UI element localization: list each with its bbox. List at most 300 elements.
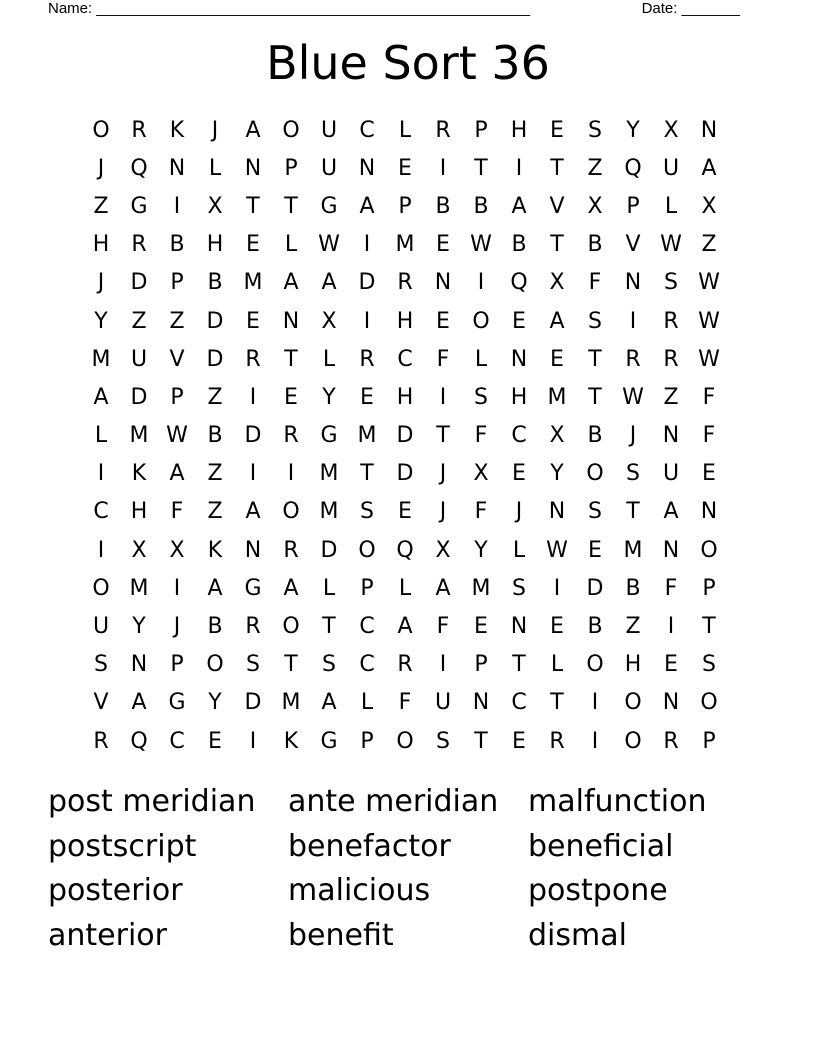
- grid-letter: N: [510, 614, 528, 640]
- grid-letter: E: [398, 499, 412, 525]
- grid-letter: M: [243, 270, 263, 296]
- page-title: Blue Sort 36: [266, 36, 550, 90]
- grid-letter: T: [474, 155, 488, 181]
- grid-letter: F: [398, 690, 412, 716]
- grid-letter: D: [130, 270, 148, 296]
- grid-letter: D: [320, 537, 338, 563]
- grid-letter: E: [512, 461, 526, 487]
- grid-letter: N: [510, 346, 528, 372]
- grid-letter: K: [169, 117, 185, 143]
- word-list-item: anterior: [48, 918, 167, 954]
- grid-letter: L: [208, 155, 222, 181]
- grid-letter: L: [512, 537, 526, 563]
- grid-letter: E: [702, 461, 716, 487]
- grid-letter: N: [662, 690, 680, 716]
- grid-letter: W: [546, 537, 568, 563]
- grid-letter: I: [97, 537, 105, 563]
- word-list-item: malicious: [288, 873, 431, 909]
- grid-letter: S: [94, 652, 108, 678]
- grid-letter: R: [359, 346, 375, 372]
- grid-letter: N: [244, 537, 262, 563]
- grid-letter: N: [700, 499, 718, 525]
- grid-letter: F: [702, 384, 716, 410]
- grid-letter: O: [472, 308, 490, 334]
- grid-letter: A: [549, 308, 565, 334]
- grid-letter: I: [97, 461, 105, 487]
- grid-letter: U: [130, 346, 148, 372]
- grid-letter: R: [435, 117, 451, 143]
- grid-letter: X: [473, 461, 489, 487]
- worksheet-header: [48, 0, 740, 20]
- grid-letter: O: [358, 537, 376, 563]
- grid-letter: E: [550, 614, 564, 640]
- grid-letter: F: [474, 499, 488, 525]
- grid-letter: G: [320, 193, 338, 219]
- grid-letter: J: [629, 423, 637, 449]
- grid-letter: D: [244, 423, 262, 449]
- grid-letter: F: [702, 423, 716, 449]
- grid-letter: M: [129, 575, 149, 601]
- grid-letter: K: [207, 537, 223, 563]
- grid-letter: C: [359, 117, 375, 143]
- word-list: [48, 780, 768, 959]
- grid-letter: B: [207, 423, 223, 449]
- grid-letter: R: [283, 537, 299, 563]
- grid-letter: S: [588, 499, 602, 525]
- grid-letter: N: [244, 155, 262, 181]
- grid-letter: A: [321, 690, 337, 716]
- grid-letter: F: [474, 423, 488, 449]
- grid-letter: M: [623, 537, 643, 563]
- grid-letter: C: [93, 499, 109, 525]
- grid-letter: W: [698, 308, 720, 334]
- grid-letter: C: [169, 728, 185, 754]
- grid-letter: H: [206, 232, 224, 258]
- grid-letter: D: [206, 346, 224, 372]
- grid-letter: N: [662, 423, 680, 449]
- grid-letter: T: [588, 384, 602, 410]
- grid-letter: T: [702, 614, 716, 640]
- grid-letter: B: [587, 232, 603, 258]
- grid-letter: Z: [207, 499, 223, 525]
- grid-letter: T: [550, 232, 564, 258]
- grid-letter: T: [626, 499, 640, 525]
- grid-letter: F: [664, 575, 678, 601]
- grid-letter: R: [663, 308, 679, 334]
- grid-letter: Y: [550, 461, 564, 487]
- grid-letter: Y: [322, 384, 336, 410]
- grid-letter: I: [249, 384, 257, 410]
- word-list-item: ante meridian: [288, 784, 499, 819]
- grid-letter: P: [170, 270, 184, 296]
- grid-letter: Z: [625, 614, 641, 640]
- grid-letter: J: [97, 155, 105, 181]
- grid-letter: X: [587, 193, 603, 219]
- grid-letter: I: [287, 461, 295, 487]
- grid-letter: X: [169, 537, 185, 563]
- grid-letter: P: [626, 193, 640, 219]
- grid-letter: I: [439, 652, 447, 678]
- grid-letter: H: [510, 117, 528, 143]
- grid-letter: C: [359, 652, 375, 678]
- grid-letter: S: [360, 499, 374, 525]
- grid-letter: L: [284, 232, 298, 258]
- grid-letter: O: [700, 690, 718, 716]
- grid-letter: S: [588, 308, 602, 334]
- grid-letter: T: [550, 690, 564, 716]
- grid-letter: L: [322, 575, 336, 601]
- grid-letter: S: [588, 117, 602, 143]
- grid-letter: L: [550, 652, 564, 678]
- grid-letter: W: [166, 423, 188, 449]
- grid-letter: L: [360, 690, 374, 716]
- grid-letter: R: [131, 232, 147, 258]
- grid-letter: P: [170, 384, 184, 410]
- grid-letter: O: [396, 728, 414, 754]
- grid-letter: I: [249, 461, 257, 487]
- grid-letter: N: [168, 155, 186, 181]
- grid-letter: R: [245, 614, 261, 640]
- grid-letter: X: [131, 537, 147, 563]
- grid-letter: A: [397, 614, 413, 640]
- grid-letter: F: [436, 346, 450, 372]
- grid-letter: O: [282, 499, 300, 525]
- grid-letter: J: [439, 461, 447, 487]
- grid-letter: A: [435, 575, 451, 601]
- grid-letter: O: [282, 117, 300, 143]
- grid-letter: E: [664, 652, 678, 678]
- grid-letter: N: [472, 690, 490, 716]
- word-list-item: posterior: [48, 873, 183, 909]
- grid-letter: T: [512, 652, 526, 678]
- grid-letter: P: [360, 575, 374, 601]
- word-list-item: beneficial: [528, 828, 674, 864]
- grid-letter: D: [586, 575, 604, 601]
- grid-letter: C: [511, 690, 527, 716]
- grid-letter: S: [512, 575, 526, 601]
- grid-letter: L: [398, 117, 412, 143]
- grid-letter: F: [170, 499, 184, 525]
- grid-letter: N: [624, 270, 642, 296]
- grid-letter: A: [245, 499, 261, 525]
- grid-letter: R: [283, 423, 299, 449]
- grid-letter: G: [130, 193, 148, 219]
- grid-letter: E: [284, 384, 298, 410]
- grid-letter: A: [131, 690, 147, 716]
- name-field-label: Name: ____________________________________________________: [48, 0, 531, 17]
- grid-letter: A: [511, 193, 527, 219]
- grid-letter: D: [244, 690, 262, 716]
- grid-letter: Q: [624, 155, 642, 181]
- grid-letter: D: [358, 270, 376, 296]
- grid-letter: N: [700, 117, 718, 143]
- grid-letter: P: [474, 652, 488, 678]
- grid-letter: T: [360, 461, 374, 487]
- grid-letter: A: [321, 270, 337, 296]
- grid-letter: C: [397, 346, 413, 372]
- grid-letter: V: [549, 193, 565, 219]
- grid-letter: H: [396, 308, 414, 334]
- grid-letter: X: [207, 193, 223, 219]
- grid-letter: S: [436, 728, 450, 754]
- grid-letter: Y: [208, 690, 222, 716]
- word-list-item: malfunction: [528, 784, 707, 819]
- grid-letter: I: [477, 270, 485, 296]
- grid-letter: R: [245, 346, 261, 372]
- grid-letter: E: [436, 232, 450, 258]
- grid-letter: X: [701, 193, 717, 219]
- grid-letter: D: [130, 384, 148, 410]
- grid-letter: W: [698, 346, 720, 372]
- grid-letter: M: [357, 423, 377, 449]
- grid-letter: I: [629, 308, 637, 334]
- grid-letter: Q: [130, 155, 148, 181]
- grid-letter: A: [701, 155, 717, 181]
- grid-letter: N: [282, 308, 300, 334]
- grid-letter: I: [591, 728, 599, 754]
- grid-letter: O: [586, 461, 604, 487]
- grid-letter: U: [320, 155, 338, 181]
- grid-letter: V: [625, 232, 641, 258]
- grid-letter: U: [434, 690, 452, 716]
- grid-letter: O: [92, 117, 110, 143]
- grid-letter: H: [396, 384, 414, 410]
- grid-letter: P: [398, 193, 412, 219]
- grid-letter: C: [511, 423, 527, 449]
- grid-letter: I: [515, 155, 523, 181]
- grid-letter: A: [245, 117, 261, 143]
- grid-letter: S: [474, 384, 488, 410]
- grid-letter: U: [92, 614, 110, 640]
- grid-letter: O: [624, 690, 642, 716]
- grid-letter: N: [662, 537, 680, 563]
- grid-letter: A: [663, 499, 679, 525]
- grid-letter: E: [208, 728, 222, 754]
- grid-letter: O: [586, 652, 604, 678]
- grid-letter: B: [435, 193, 451, 219]
- grid-letter: B: [169, 232, 185, 258]
- grid-letter: T: [474, 728, 488, 754]
- grid-letter: S: [702, 652, 716, 678]
- grid-letter: W: [318, 232, 340, 258]
- grid-letter: I: [667, 614, 675, 640]
- word-list-item: benefactor: [288, 828, 451, 864]
- grid-letter: M: [547, 384, 567, 410]
- grid-letter: U: [662, 461, 680, 487]
- grid-letter: A: [93, 384, 109, 410]
- grid-letter: T: [436, 423, 450, 449]
- grid-letter: Q: [396, 537, 414, 563]
- grid-letter: E: [436, 308, 450, 334]
- grid-letter: O: [700, 537, 718, 563]
- grid-letter: O: [206, 652, 224, 678]
- grid-letter: A: [359, 193, 375, 219]
- grid-letter: H: [130, 499, 148, 525]
- grid-letter: K: [283, 728, 299, 754]
- grid-letter: X: [663, 117, 679, 143]
- grid-letter: J: [515, 499, 523, 525]
- grid-letter: A: [283, 575, 299, 601]
- grid-letter: E: [512, 308, 526, 334]
- grid-letter: E: [246, 308, 260, 334]
- grid-letter: X: [321, 308, 337, 334]
- grid-letter: I: [439, 155, 447, 181]
- grid-letter: J: [439, 499, 447, 525]
- grid-letter: I: [439, 384, 447, 410]
- grid-letter: P: [360, 728, 374, 754]
- grid-letter: I: [591, 690, 599, 716]
- grid-letter: C: [359, 614, 375, 640]
- grid-letter: Z: [663, 384, 679, 410]
- grid-letter: R: [625, 346, 641, 372]
- grid-letter: J: [97, 270, 105, 296]
- grid-letter: G: [320, 728, 338, 754]
- grid-letter: R: [549, 728, 565, 754]
- grid-letter: F: [436, 614, 450, 640]
- grid-letter: O: [282, 614, 300, 640]
- grid-letter: V: [93, 690, 109, 716]
- grid-letter: X: [435, 537, 451, 563]
- grid-letter: Y: [474, 537, 488, 563]
- grid-letter: E: [550, 117, 564, 143]
- grid-letter: T: [284, 652, 298, 678]
- grid-letter: E: [512, 728, 526, 754]
- grid-letter: P: [702, 575, 716, 601]
- grid-letter: B: [207, 614, 223, 640]
- grid-letter: E: [360, 384, 374, 410]
- grid-letter: T: [588, 346, 602, 372]
- grid-letter: T: [322, 614, 336, 640]
- grid-letter: T: [246, 193, 260, 219]
- grid-letter: A: [283, 270, 299, 296]
- grid-letter: T: [284, 193, 298, 219]
- grid-letter: I: [173, 575, 181, 601]
- grid-letter: E: [246, 232, 260, 258]
- grid-letter: H: [624, 652, 642, 678]
- grid-letter: I: [173, 193, 181, 219]
- grid-letter: I: [363, 308, 371, 334]
- word-list-item: postscript: [48, 828, 197, 864]
- grid-letter: X: [549, 270, 565, 296]
- grid-letter: F: [588, 270, 602, 296]
- grid-letter: B: [587, 614, 603, 640]
- grid-letter: S: [322, 652, 336, 678]
- grid-letter: R: [397, 270, 413, 296]
- grid-letter: B: [207, 270, 223, 296]
- grid-letter: L: [94, 423, 108, 449]
- grid-letter: J: [211, 117, 219, 143]
- grid-letter: S: [626, 461, 640, 487]
- grid-letter: Z: [169, 308, 185, 334]
- grid-letter: X: [549, 423, 565, 449]
- grid-letter: M: [395, 232, 415, 258]
- letter-grid: [82, 111, 728, 760]
- grid-letter: R: [131, 117, 147, 143]
- grid-letter: P: [702, 728, 716, 754]
- grid-letter: T: [550, 155, 564, 181]
- grid-letter: P: [474, 117, 488, 143]
- grid-letter: Z: [587, 155, 603, 181]
- grid-letter: R: [397, 652, 413, 678]
- grid-letter: J: [173, 614, 181, 640]
- grid-letter: E: [398, 155, 412, 181]
- grid-letter: U: [662, 155, 680, 181]
- grid-letter: B: [511, 232, 527, 258]
- grid-letter: O: [624, 728, 642, 754]
- grid-letter: G: [320, 423, 338, 449]
- grid-letter: W: [660, 232, 682, 258]
- grid-letter: Y: [132, 614, 146, 640]
- grid-letter: H: [510, 384, 528, 410]
- grid-letter: P: [284, 155, 298, 181]
- grid-letter: D: [206, 308, 224, 334]
- grid-letter: M: [471, 575, 491, 601]
- grid-letter: L: [322, 346, 336, 372]
- grid-letter: I: [363, 232, 371, 258]
- grid-letter: A: [169, 461, 185, 487]
- grid-letter: M: [129, 423, 149, 449]
- grid-letter: L: [474, 346, 488, 372]
- grid-letter: Z: [131, 308, 147, 334]
- grid-letter: W: [470, 232, 492, 258]
- grid-letter: D: [396, 461, 414, 487]
- grid-letter: G: [168, 690, 186, 716]
- word-list-item: benefit: [288, 918, 394, 954]
- grid-letter: T: [284, 346, 298, 372]
- grid-letter: W: [622, 384, 644, 410]
- grid-letter: G: [244, 575, 262, 601]
- word-list-item: post meridian: [48, 784, 256, 819]
- grid-letter: W: [698, 270, 720, 296]
- grid-letter: R: [93, 728, 109, 754]
- grid-letter: D: [396, 423, 414, 449]
- grid-letter: Z: [701, 232, 717, 258]
- grid-letter: M: [91, 346, 111, 372]
- grid-letter: Y: [94, 308, 108, 334]
- grid-letter: B: [473, 193, 489, 219]
- grid-letter: R: [663, 728, 679, 754]
- grid-letter: M: [319, 461, 339, 487]
- grid-letter: Q: [130, 728, 148, 754]
- grid-letter: I: [553, 575, 561, 601]
- grid-letter: L: [664, 193, 678, 219]
- grid-letter: E: [474, 614, 488, 640]
- grid-letter: R: [663, 346, 679, 372]
- grid-letter: Q: [510, 270, 528, 296]
- grid-letter: E: [588, 537, 602, 563]
- grid-letter: S: [664, 270, 678, 296]
- grid-letter: Z: [93, 193, 109, 219]
- grid-letter: N: [434, 270, 452, 296]
- grid-letter: N: [358, 155, 376, 181]
- grid-letter: M: [281, 690, 301, 716]
- grid-letter: U: [320, 117, 338, 143]
- word-list-item: dismal: [528, 918, 627, 954]
- word-list-item: postpone: [528, 873, 668, 909]
- grid-letter: N: [548, 499, 566, 525]
- grid-letter: H: [92, 232, 110, 258]
- grid-letter: K: [131, 461, 147, 487]
- grid-letter: I: [249, 728, 257, 754]
- grid-letter: Y: [626, 117, 640, 143]
- grid-letter: B: [587, 423, 603, 449]
- grid-letter: E: [550, 346, 564, 372]
- grid-letter: V: [169, 346, 185, 372]
- grid-letter: A: [207, 575, 223, 601]
- grid-letter: B: [625, 575, 641, 601]
- date-field-label: Date: _______: [641, 0, 740, 17]
- grid-letter: M: [319, 499, 339, 525]
